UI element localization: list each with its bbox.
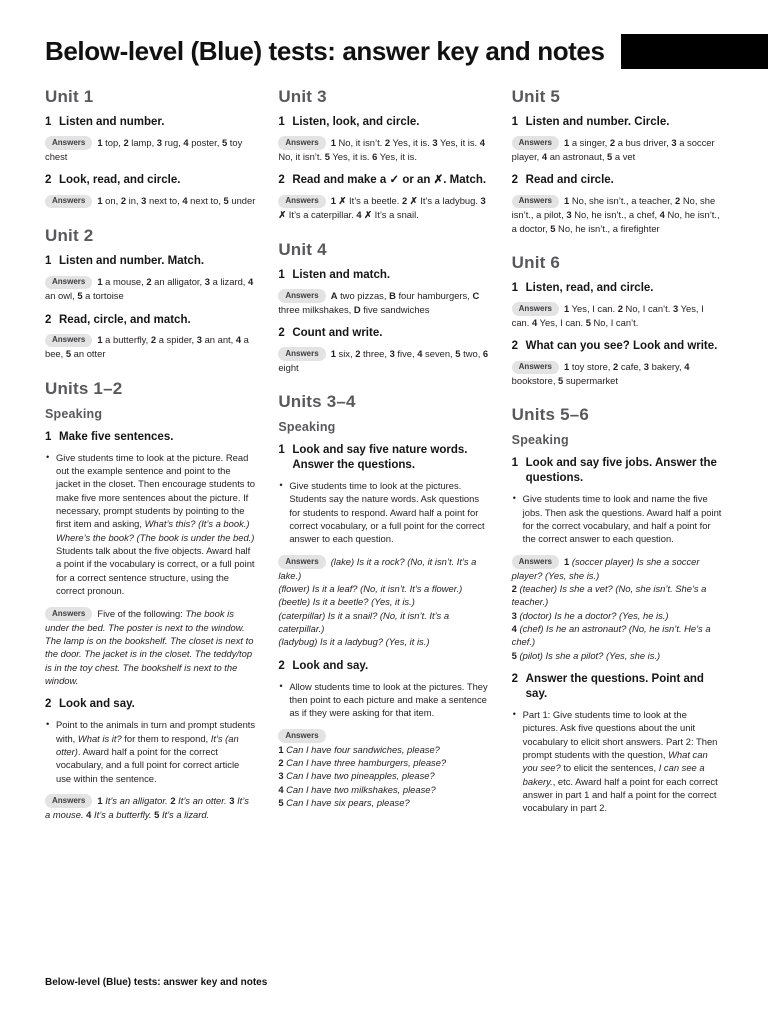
answers-badge: Answers	[512, 195, 559, 209]
unit-heading: Unit 2	[45, 226, 94, 246]
exercise-title: Listen and number.	[59, 116, 165, 128]
exercise-number: 1	[511, 116, 519, 128]
exercise-number: 2	[511, 174, 519, 187]
page-title: Below-level (Blue) tests: answer key and notes	[45, 36, 605, 66]
column-1	[45, 87, 256, 831]
exercise-number: 1	[278, 444, 285, 457]
bullet-text: Point to the animals in turn and prompt students with, What is it? for them to respond, It’s (an otter). Award half a point for the correct vocabulary, and a full point for correct article use within the sentence.	[56, 719, 256, 784]
unit-heading: Units 3–4	[278, 392, 356, 412]
bullet-icon: •	[512, 492, 516, 504]
unit-heading: Unit 4	[278, 239, 327, 259]
bullet-icon: •	[46, 718, 50, 730]
answers-text: 1 ✗ It’s a beetle. 2 ✗ It’s a ladybug. 3 ✗ It’s a caterpillar. 4 ✗ It’s a snail.	[278, 195, 486, 221]
title-bar-decoration	[621, 34, 768, 69]
exercise-heading	[512, 672, 723, 702]
exercise-number: 2	[45, 698, 52, 711]
answers-text: 1 No, she isn’t., a teacher, 2 No, she isn’t., a pilot, 3 No, he isn’t., a chef, 4 No, he isn’t., a doctor, 5 No, he isn’t., a firefighter	[511, 195, 720, 234]
answers-badge: Answers	[278, 347, 325, 361]
exercise-title: Listen and match.	[292, 268, 391, 281]
exercise-heading	[512, 115, 723, 130]
answers-badge: Answers	[278, 195, 325, 209]
exercise-heading	[45, 115, 256, 130]
exercise-title: Count and write.	[292, 326, 383, 339]
bullet-text: Allow students time to look at the pictures. They then point to each picture and make a sentence as if they were asking for that item.	[289, 680, 488, 719]
exercise-heading	[45, 173, 256, 188]
exercise-title: Listen, look, and circle.	[292, 116, 420, 128]
exercise-heading	[278, 659, 489, 674]
exercise-title: Answer the questions. Point and say.	[525, 673, 704, 701]
exercise-heading	[512, 456, 723, 486]
answers-badge: Answers	[45, 195, 92, 209]
teacher-note-bullet	[278, 680, 489, 720]
exercise-number: 2	[511, 340, 519, 353]
answers-text: 1 a mouse, 2 an alligator, 3 a lizard, 4 an owl, 5 a tortoise	[45, 276, 254, 302]
exercise-number: 1	[278, 116, 285, 128]
answers-text: 1 (soccer player) Is she a soccer player? (Yes, she is.) 2 (teacher) Is she a vet? (No, she isn’t. She’s a teacher.) 3 (doctor) Is he a doctor? (Yes, he is.) 4 (chef) Is he an astronaut? (No, he isn’t. He’s a chef.) 5 (pilot) Is she a pilot? (Yes, she is.)	[511, 555, 711, 661]
exercise-heading	[278, 443, 489, 473]
page-header	[0, 34, 768, 69]
exercise-number: 1	[511, 457, 519, 470]
answers-block	[512, 555, 723, 662]
answers-text: 1 toy store, 2 cafe, 3 bakery, 4 bookstore, 5 supermarket	[511, 361, 690, 387]
answers-block	[45, 794, 256, 821]
answers-badge: Answers	[512, 302, 559, 316]
answers-block	[512, 136, 723, 163]
content-columns	[0, 69, 768, 831]
exercise-heading	[45, 254, 256, 269]
exercise-number: 2	[45, 313, 52, 326]
answers-text: 1 No, it isn’t. 2 Yes, it is. 3 Yes, it is. 4 No, it isn’t. 5 Yes, it is. 6 Yes, it is.	[278, 136, 485, 162]
bullet-text: Give students time to look at the picture. Read out the example sentence and point to the jacket in the closet. Then encourage students to make five more sentences about the picture. If necessary, prompt students by pointing to the first item and asking, What’s this? (It’s a book.) Where’s the book? (The book is under the bed.) Students talk about the five objects. Award half a point if the vocabulary is correct, or a full point for a correct sentence structure, using the correct pronoun.	[56, 451, 255, 597]
answers-badge: Answers	[278, 289, 325, 303]
bullet-icon: •	[46, 450, 50, 462]
unit-heading: Units 5–6	[511, 405, 590, 425]
teacher-note-bullet	[512, 492, 723, 545]
exercise-heading	[278, 268, 489, 283]
exercise-title: Look and say five nature words. Answer the questions.	[292, 444, 468, 472]
teacher-note-bullet	[512, 708, 723, 815]
unit-heading: Unit 6	[511, 252, 561, 272]
exercise-title: What can you see? Look and write.	[525, 340, 718, 353]
bullet-text: Part 1: Give students time to look at the pictures. Ask five questions about the unit vocabulary to elicit short answers. Part 2: Then prompt students with the question, What can you see? to elicit the sentences, I can see a bakery., etc. Award half a point for each correct answer in part 1 and half a point for the correct vocabulary in part 2.	[522, 709, 718, 814]
answers-block	[45, 136, 256, 163]
answers-text: 1 It’s an alligator. 2 It’s an otter. 3 It’s a mouse. 4 It’s a butterfly. 5 It’s a lizard.	[45, 794, 249, 820]
exercise-title: Look and say five jobs. Answer the questions.	[525, 457, 717, 485]
answers-text: 1 Yes, I can. 2 No, I can’t. 3 Yes, I can. 4 Yes, I can. 5 No, I can’t.	[511, 302, 704, 328]
answers-badge: Answers	[512, 555, 559, 569]
exercise-number: 1	[45, 430, 52, 443]
unit-heading: Units 1–2	[45, 378, 123, 398]
exercise-number: 1	[278, 268, 285, 281]
exercise-title: Make five sentences.	[59, 430, 174, 443]
exercise-heading	[278, 115, 489, 130]
teacher-note-bullet	[45, 718, 256, 785]
exercise-title: Listen and number. Match.	[59, 255, 205, 268]
answers-block	[278, 136, 489, 163]
answers-text: 1 a singer, 2 a bus driver, 3 a soccer player, 4 an astronaut, 5 a vet	[511, 136, 715, 162]
column-2	[278, 87, 489, 831]
answers-block	[278, 729, 489, 810]
bullet-icon: •	[279, 479, 283, 490]
exercise-title: Read and make a ✓ or an ✗. Match.	[292, 174, 487, 187]
page-footer	[45, 977, 267, 988]
answers-text: A two pizzas, B four hamburgers, C three milkshakes, D five sandwiches	[278, 289, 480, 315]
exercise-heading	[45, 430, 256, 445]
exercise-number: 1	[45, 116, 52, 128]
exercise-title: Look, read, and circle.	[59, 174, 181, 187]
exercise-heading	[512, 173, 723, 188]
answers-block	[45, 333, 256, 360]
exercise-number: 1	[511, 281, 519, 294]
exercise-number: 2	[45, 174, 52, 187]
answers-text: 1 top, 2 lamp, 3 rug, 4 poster, 5 toy chest	[45, 136, 243, 162]
bullet-icon: •	[279, 679, 283, 691]
answers-block	[278, 555, 489, 649]
answers-block	[278, 347, 489, 374]
unit-heading: Unit 5	[511, 87, 561, 106]
exercise-title: Look and say.	[59, 698, 135, 711]
exercise-number: 2	[511, 673, 519, 686]
answers-badge: Answers	[45, 136, 92, 150]
speaking-heading: Speaking	[511, 433, 569, 448]
exercise-number: 2	[278, 174, 285, 187]
unit-heading: Unit 1	[45, 87, 94, 106]
answers-block	[278, 289, 489, 316]
footer-text: Below-level (Blue) tests: answer key and notes	[45, 977, 268, 988]
exercise-title: Listen and number. Circle.	[525, 116, 670, 128]
exercise-heading	[45, 313, 256, 328]
unit-heading: Unit 3	[278, 87, 327, 106]
bullet-text: Give students time to look and name the five jobs. Then ask the questions. Award half a point for the correct vocabulary, and half a point for the correct answer to each question.	[522, 493, 722, 545]
answers-badge: Answers	[278, 136, 325, 150]
exercise-title: Listen, read, and circle.	[525, 281, 654, 294]
answers-badge: Answers	[278, 555, 325, 569]
answers-block	[512, 194, 723, 235]
answers-text: 1 a butterfly, 2 a spider, 3 an ant, 4 a bee, 5 an otter	[45, 334, 249, 360]
exercise-number: 1	[45, 255, 52, 268]
exercise-heading	[512, 281, 723, 296]
exercise-heading	[45, 697, 256, 712]
answers-badge: Answers	[45, 334, 92, 348]
answers-badge: Answers	[512, 136, 559, 150]
answers-text: (lake) Is it a rock? (No, it isn’t. It’s a lake.) (flower) Is it a leaf? (No, it isn’t. It’s a flower.) (beetle) Is it a beetle? (Yes, it is.) (caterpillar) Is it a snail? (No, it isn’t. It’s a caterpillar.) (ladybug) Is it a ladybug? (Yes, it is.)	[278, 555, 477, 648]
answers-text: 1 six, 2 three, 3 five, 4 seven, 5 two, 6 eight	[278, 347, 489, 373]
answers-badge: Answers	[278, 729, 325, 743]
answers-badge: Answers	[512, 361, 559, 375]
teacher-note-bullet	[45, 451, 256, 598]
answers-block	[45, 194, 256, 208]
exercise-title: Look and say.	[292, 659, 369, 672]
answers-block	[512, 302, 723, 329]
answers-block	[45, 607, 256, 688]
answers-badge: Answers	[45, 607, 92, 621]
column-3	[512, 87, 723, 831]
teacher-note-bullet	[278, 479, 489, 546]
exercise-title: Read, circle, and match.	[59, 313, 191, 326]
answers-badge: Answers	[45, 276, 92, 290]
answers-text: 1 Can I have four sandwiches, please? 2 Can I have three hamburgers, please? 3 Can I have two pineapples, please? 4 Can I have two milkshakes, please? 5 Can I have six pears, please?	[278, 743, 447, 809]
exercise-number: 2	[278, 326, 285, 339]
answers-block	[45, 275, 256, 302]
answers-badge: Answers	[45, 794, 92, 808]
speaking-heading: Speaking	[278, 420, 336, 435]
exercise-heading	[278, 173, 489, 188]
exercise-heading	[512, 339, 723, 354]
exercise-title: Read and circle.	[525, 174, 614, 187]
bullet-text: Give students time to look at the pictures. Students say the nature words. Ask questions for students to respond. Award half a point for correct vocabulary, or a full point for the correct answer to each question.	[289, 480, 485, 545]
answers-text: Five of the following: The book is under the bed. The poster is next to the window. The lamp is on the bookshelf. The closet is next to the door. The jacket is in the closet. The teddy/top is in the toy chest. The bookshelf is next to the window.	[45, 607, 254, 686]
speaking-heading: Speaking	[45, 406, 103, 421]
exercise-number: 2	[278, 659, 285, 672]
answers-text: 1 on, 2 in, 3 next to, 4 next to, 5 under	[97, 195, 256, 207]
exercise-heading	[278, 326, 489, 341]
answers-block	[278, 194, 489, 221]
answers-block	[512, 360, 723, 387]
bullet-icon: •	[512, 708, 516, 719]
